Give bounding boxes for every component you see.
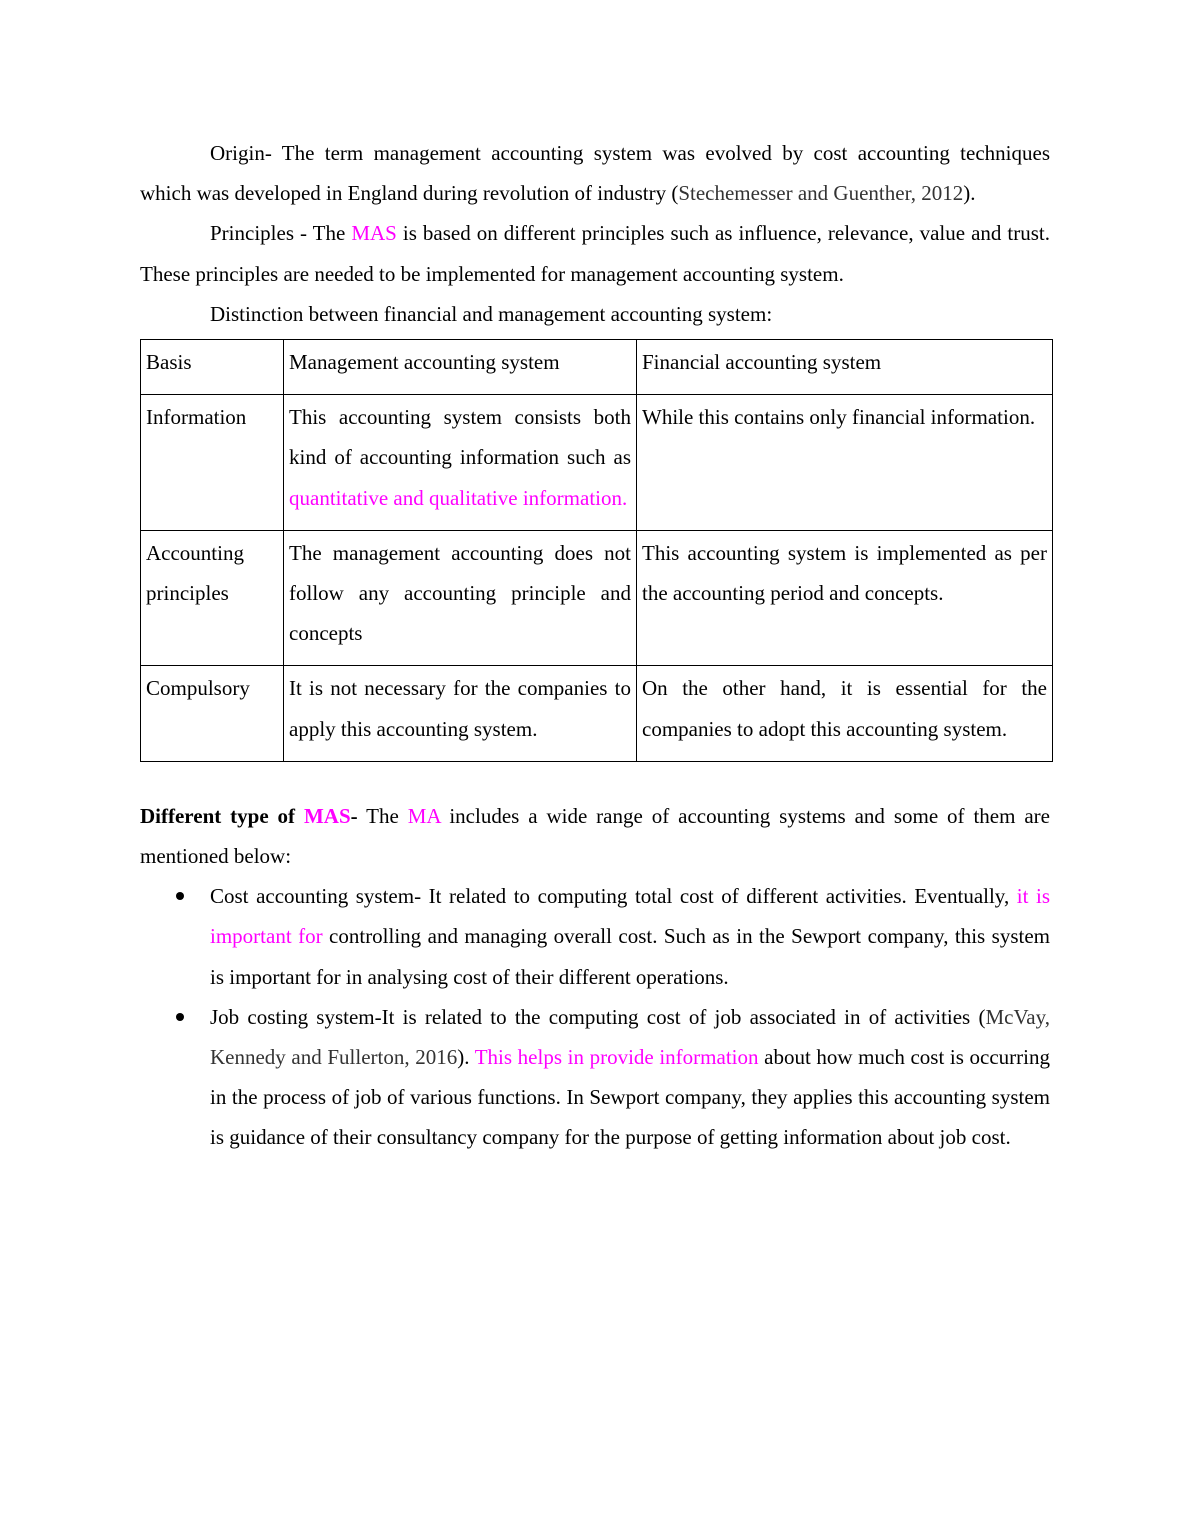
bullet-tail: controlling and managing overall cost. Such as in the Sewport company, this system is important for in analysing cost of their different operations. — [210, 924, 1051, 989]
types-text-a: The — [357, 803, 408, 828]
types-paragraph — [140, 796, 1050, 876]
origin-citation: Stechemesser and Guenther, 2012 — [678, 181, 964, 206]
table-row — [141, 530, 1053, 666]
bullet-icon — [176, 1013, 184, 1021]
types-bold-highlight: MAS — [303, 803, 351, 828]
principles-paragraph — [140, 213, 1050, 293]
list-item — [140, 997, 1050, 1158]
row-management-lead: This accounting system consists both kind of accounting information such as — [289, 405, 631, 470]
row-financial: On the other hand, it is essential for the companies to adopt this accounting system. — [637, 666, 1053, 761]
principles-lead: Principles - The — [210, 221, 352, 246]
list-item — [140, 876, 1050, 997]
bullet-citation: McVay, Kennedy and Fullerton, 2016 — [210, 1004, 1050, 1070]
header-financial: Financial accounting system — [637, 340, 1053, 395]
row-management-highlight: quantitative and qualitative information. — [289, 485, 628, 510]
origin-text: Origin- The term management accounting system was evolved by cost accounting techniques which was developed in England during revolution of industry ( — [140, 141, 1050, 206]
bullet-highlight: it is important for — [210, 884, 1050, 949]
row-basis: Information — [141, 395, 284, 531]
row-financial: This accounting system is implemented as per the accounting period and concepts. — [637, 530, 1053, 666]
types-list — [140, 876, 1050, 1157]
table-row — [141, 666, 1053, 761]
types-text-b: includes a wide range of accounting systems and some of them are mentioned below: — [140, 803, 1050, 869]
header-management: Management accounting system — [284, 340, 637, 395]
header-basis: Basis — [141, 340, 284, 395]
types-bold-lead: Different type of — [140, 803, 304, 828]
bullet-mid: ). — [457, 1045, 475, 1070]
bullet-lead: Cost accounting system- It related to computing total cost of different activities. Eventually, — [210, 884, 1017, 909]
bullet-highlight: This helps in provide information — [474, 1045, 759, 1070]
row-management: It is not necessary for the companies to apply this accounting system. — [284, 666, 637, 761]
types-bold-dash: - — [350, 803, 358, 828]
origin-close: ). — [963, 181, 976, 206]
row-basis: Accounting principles — [141, 530, 284, 666]
comparison-table — [140, 339, 1053, 762]
principles-text: is based on different principles such as influence, relevance, value and trust. These principles are needed to be implemented for management accounting system. — [140, 221, 1050, 286]
row-financial: While this contains only financial information. — [637, 395, 1053, 531]
bullet-icon — [176, 892, 184, 900]
table-row — [141, 395, 1053, 531]
bullet-lead: Job costing system-It is related to the computing cost of job associated in of activities ( — [210, 1004, 986, 1029]
row-management: The management accounting does not follow any accounting principle and concepts — [284, 530, 637, 666]
document-page — [140, 133, 1050, 1158]
principles-highlight: MAS — [351, 221, 397, 246]
row-management — [284, 395, 637, 531]
table-header-row — [141, 340, 1053, 395]
bullet-tail: about how much cost is occurring in the process of job of various functions. In Sewport company, they applies this accounting system is guidance of their consultancy company for the purpose of getting information about job cost. — [210, 1045, 1050, 1150]
distinction-heading: Distinction between financial and management accounting system: — [210, 301, 773, 326]
origin-paragraph — [140, 133, 1050, 213]
types-highlight: MA — [407, 803, 441, 828]
row-basis: Compulsory — [141, 666, 284, 761]
